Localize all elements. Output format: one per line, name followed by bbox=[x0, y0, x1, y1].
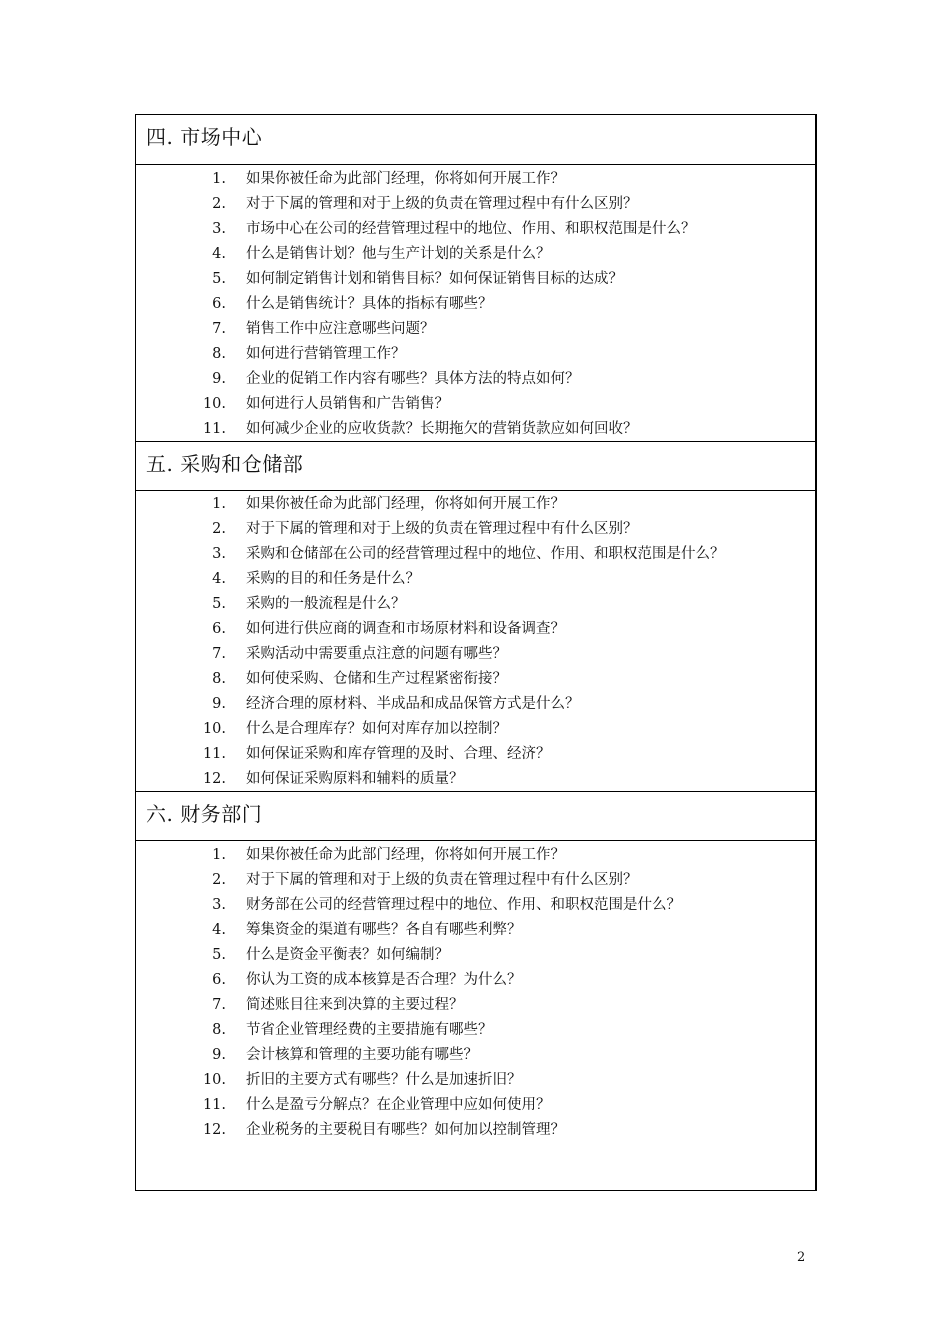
item-text: 企业税务的主要税目有哪些？如何加以控制管理？ bbox=[246, 1122, 565, 1138]
item-number: 6. bbox=[212, 621, 226, 637]
item-text: 什么是盈亏分解点？在企业管理中应如何使用？ bbox=[246, 1097, 551, 1113]
item-text: 采购的一般流程是什么？ bbox=[246, 596, 406, 612]
item-text: 市场中心在公司的经营管理过程中的地位、作用、和职权范围是什么？ bbox=[246, 221, 696, 237]
item-number: 2. bbox=[212, 872, 226, 888]
item-text: 如何进行人员销售和广告销售？ bbox=[246, 396, 449, 412]
item-text: 如果你被任命为此部门经理，你将如何开展工作？ bbox=[246, 171, 565, 187]
item-number: 5. bbox=[212, 271, 226, 287]
item-number: 8. bbox=[212, 346, 226, 362]
item-text: 折旧的主要方式有哪些？什么是加速折旧？ bbox=[246, 1072, 522, 1088]
item-number: 9. bbox=[212, 371, 226, 387]
section-header-market bbox=[136, 115, 815, 165]
item-number: 11. bbox=[202, 746, 226, 762]
item-number: 10. bbox=[202, 396, 226, 412]
section-header-finance bbox=[136, 791, 815, 841]
item-text: 销售工作中应注意哪些问题？ bbox=[246, 321, 435, 337]
item-number: 8. bbox=[212, 1022, 226, 1038]
item-number: 3. bbox=[212, 221, 226, 237]
item-text: 筹集资金的渠道有哪些？各自有哪些利弊？ bbox=[246, 922, 522, 938]
section-title: 四. 市场中心 bbox=[146, 125, 263, 149]
item-number: 12. bbox=[202, 1122, 226, 1138]
item-number: 8. bbox=[212, 671, 226, 687]
item-text: 简述账目往来到决算的主要过程？ bbox=[246, 997, 464, 1013]
item-number: 3. bbox=[212, 546, 226, 562]
section-title: 六. 财务部门 bbox=[146, 802, 263, 826]
item-number: 7. bbox=[212, 646, 226, 662]
item-text: 如果你被任命为此部门经理，你将如何开展工作？ bbox=[246, 847, 565, 863]
item-text: 采购和仓储部在公司的经营管理过程中的地位、作用、和职权范围是什么？ bbox=[246, 546, 725, 562]
item-text: 如何减少企业的应收货款？长期拖欠的营销货款应如何回收？ bbox=[246, 421, 638, 437]
item-number: 3. bbox=[212, 897, 226, 913]
item-number: 11. bbox=[202, 421, 226, 437]
item-text: 什么是合理库存？如何对库存加以控制？ bbox=[246, 721, 507, 737]
item-text: 采购活动中需要重点注意的问题有哪些？ bbox=[246, 646, 507, 662]
item-text: 财务部在公司的经营管理过程中的地位、作用、和职权范围是什么？ bbox=[246, 897, 681, 913]
item-number: 9. bbox=[212, 696, 226, 712]
item-text: 你认为工资的成本核算是否合理？为什么？ bbox=[246, 972, 522, 988]
item-number: 11. bbox=[202, 1097, 226, 1113]
item-number: 7. bbox=[212, 321, 226, 337]
question-table bbox=[135, 114, 817, 1191]
item-text: 什么是销售统计？具体的指标有哪些？ bbox=[246, 296, 493, 312]
page-number: 2 bbox=[797, 1250, 806, 1265]
item-number: 4. bbox=[212, 922, 226, 938]
item-number: 9. bbox=[212, 1047, 226, 1063]
item-number: 10. bbox=[202, 721, 226, 737]
section-title: 五. 采购和仓储部 bbox=[146, 452, 304, 476]
item-number: 2. bbox=[212, 196, 226, 212]
item-text: 对于下属的管理和对于上级的负责在管理过程中有什么区别？ bbox=[246, 872, 638, 888]
section-header-purchasing bbox=[136, 441, 815, 491]
item-number: 1. bbox=[212, 496, 226, 512]
item-number: 1. bbox=[212, 171, 226, 187]
item-number: 12. bbox=[202, 771, 226, 787]
item-text: 如何进行供应商的调查和市场原材料和设备调查？ bbox=[246, 621, 565, 637]
item-text: 企业的促销工作内容有哪些？具体方法的特点如何？ bbox=[246, 371, 580, 387]
item-number: 5. bbox=[212, 596, 226, 612]
item-text: 如何进行营销管理工作？ bbox=[246, 346, 406, 362]
item-text: 对于下属的管理和对于上级的负责在管理过程中有什么区别？ bbox=[246, 196, 638, 212]
item-text: 节省企业管理经费的主要措施有哪些？ bbox=[246, 1022, 493, 1038]
item-number: 4. bbox=[212, 246, 226, 262]
item-text: 如何使采购、仓储和生产过程紧密衔接？ bbox=[246, 671, 507, 687]
item-text: 经济合理的原材料、半成品和成品保管方式是什么？ bbox=[246, 696, 580, 712]
item-number: 7. bbox=[212, 997, 226, 1013]
item-text: 如果你被任命为此部门经理，你将如何开展工作？ bbox=[246, 496, 565, 512]
item-text: 什么是销售计划？他与生产计划的关系是什么？ bbox=[246, 246, 551, 262]
item-number: 6. bbox=[212, 972, 226, 988]
item-number: 5. bbox=[212, 947, 226, 963]
item-text: 采购的目的和任务是什么？ bbox=[246, 571, 420, 587]
item-number: 6. bbox=[212, 296, 226, 312]
item-text: 如何制定销售计划和销售目标？如何保证销售目标的达成？ bbox=[246, 271, 623, 287]
item-text: 会计核算和管理的主要功能有哪些？ bbox=[246, 1047, 478, 1063]
item-number: 4. bbox=[212, 571, 226, 587]
item-text: 如何保证采购原料和辅料的质量？ bbox=[246, 771, 464, 787]
item-number: 10. bbox=[202, 1072, 226, 1088]
item-number: 2. bbox=[212, 521, 226, 537]
item-text: 如何保证采购和库存管理的及时、合理、经济？ bbox=[246, 746, 551, 762]
item-text: 什么是资金平衡表？如何编制？ bbox=[246, 947, 449, 963]
item-number: 1. bbox=[212, 847, 226, 863]
item-text: 对于下属的管理和对于上级的负责在管理过程中有什么区别？ bbox=[246, 521, 638, 537]
